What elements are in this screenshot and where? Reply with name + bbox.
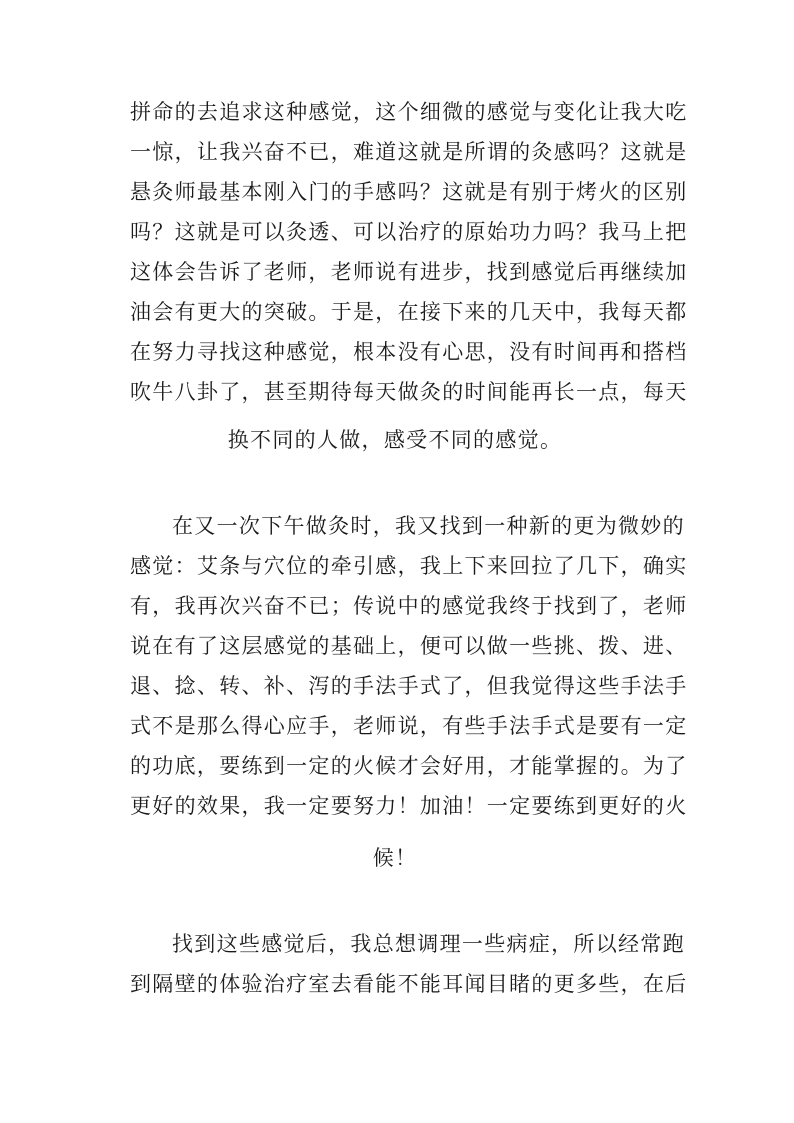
paragraph-1-line-3: 悬灸师最基本刚入门的手感吗？这就是有别于烤火的区别	[130, 180, 688, 204]
paragraph-1-line-5: 这体会告诉了老师，老师说有进步，找到感觉后再继续加	[130, 260, 688, 284]
paragraph-1-line-6: 油会有更大的突破。于是，在接下来的几天中，我每天都	[130, 300, 688, 324]
paragraph-2-line-7: 的功底，要练到一定的火候才会好用，才能掌握的。为了	[130, 754, 688, 778]
paragraph-2-line-3: 有，我再次兴奋不已；传说中的感觉我终于找到了，老师	[130, 594, 688, 618]
paragraph-2-line-9: 候！	[372, 846, 418, 870]
paragraph-1-line-9: 换不同的人做，感受不同的感觉。	[227, 428, 563, 452]
paragraph-2-line-8: 更好的效果，我一定要努力！加油！一定要练到更好的火	[130, 794, 688, 818]
paragraph-2-line-5: 退、捻、转、补、泻的手法手式了，但我觉得这些手法手	[130, 674, 688, 698]
paragraph-3-line-1: 找到这些感觉后，我总想调理一些病症，所以经常跑	[172, 932, 685, 956]
paragraph-1-line-8: 吹牛八卦了，甚至期待每天做灸的时间能再长一点，每天	[130, 380, 688, 404]
paragraph-2-line-1: 在又一次下午做灸时，我又找到一种新的更为微妙的	[172, 514, 685, 538]
paragraph-1-line-1: 拼命的去追求这种感觉，这个细微的感觉与变化让我大吃	[130, 100, 688, 124]
paragraph-1-line-4: 吗？这就是可以灸透、可以治疗的原始功力吗？我马上把	[130, 220, 688, 244]
paragraph-1-line-7: 在努力寻找这种感觉，根本没有心思，没有时间再和搭档	[130, 340, 688, 364]
paragraph-2-line-6: 式不是那么得心应手，老师说，有些手法手式是要有一定	[130, 714, 688, 738]
paragraph-2-line-4: 说在有了这层感觉的基础上，便可以做一些挑、拨、进、	[130, 634, 688, 658]
paragraph-3-line-2: 到隔壁的体验治疗室去看能不能耳闻目睹的更多些，在后	[130, 972, 688, 996]
paragraph-1-line-2: 一惊，让我兴奋不已，难道这就是所谓的灸感吗？这就是	[130, 140, 688, 164]
paragraph-2-line-2: 感觉：艾条与穴位的牵引感，我上下来回拉了几下，确实	[130, 554, 688, 578]
